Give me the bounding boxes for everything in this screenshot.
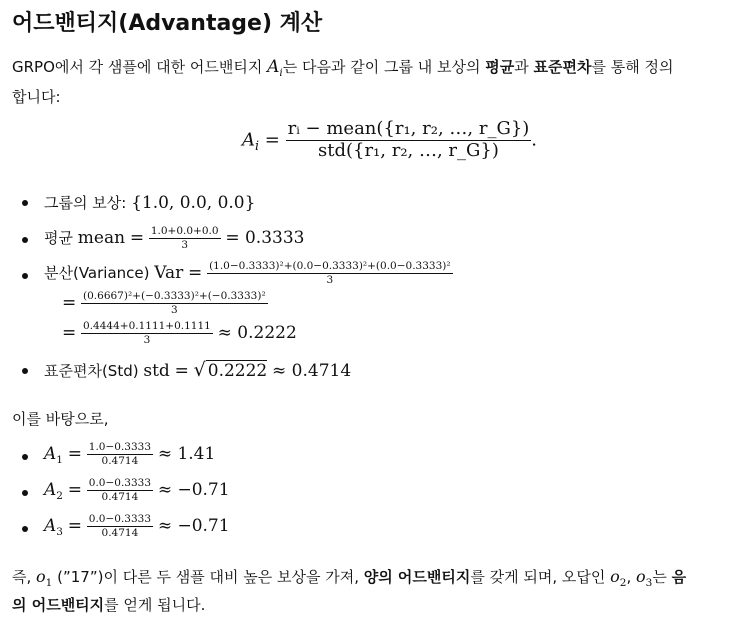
o2-sub: 2: [619, 577, 627, 589]
bullet-dot: [22, 368, 28, 374]
mean-result: = 0.3333: [225, 228, 305, 249]
var-label: 분산(Variance): [44, 264, 150, 283]
conclusion-comma: ,: [626, 568, 637, 586]
var-numerator-1: (1.0−0.3333)²+(0.0−0.3333)²+(0.0−0.3333)²: [207, 261, 453, 274]
o3-sub: 3: [645, 577, 653, 589]
rewards-value: {1.0, 0.0, 0.0}: [131, 193, 256, 213]
advantage-row: $A_1$ = $\frac{1.0-0.3333}{0.4714}$ ≈ 1.41: [44, 441, 216, 468]
formula-lhs-sub: i: [255, 137, 260, 153]
intro-text-3: 과: [514, 58, 534, 76]
bullet-dot: [22, 526, 28, 532]
o2-var: o: [610, 567, 620, 586]
intro-var-sub: i: [279, 67, 283, 79]
adv-result: ≈ 1.41: [157, 444, 216, 465]
formula-eq: =: [264, 129, 280, 151]
var-fraction-3: [81, 321, 213, 346]
formula-numerator: rᵢ − mean({r₁, r₂, …, r_G}): [287, 118, 530, 139]
formula-lhs: A: [242, 129, 255, 151]
adv-sub: 3: [56, 526, 63, 539]
basis-text: 이를 바탕으로,: [12, 410, 109, 428]
std-radicand: 0.2222: [207, 361, 268, 381]
conclusion-bold-negative-a: 음: [671, 568, 687, 586]
sqrt-icon: √: [193, 359, 206, 381]
std-label: 표준편차(Std): [44, 362, 139, 380]
conclusion-text-3: 는: [652, 568, 672, 586]
conclusion-text: 즉,: [12, 568, 37, 586]
advantage-row: $A_3$ = $\frac{0.0-0.3333}{0.4714}$ ≈ −0.71: [44, 513, 230, 540]
formula-end: .: [531, 129, 538, 151]
intro-line-2: 합니다:: [12, 88, 61, 106]
adv-denominator: 0.4714: [101, 527, 139, 540]
var-numerator-3: 0.4444+0.1111+0.1111: [81, 321, 213, 334]
var-denominator-2: 3: [171, 304, 178, 317]
var-word: Var: [154, 263, 184, 284]
bullet-std: 표준편차(Std) std = √ 0.2222 ≈ 0.4714: [44, 359, 352, 381]
o3-var: o: [636, 567, 646, 586]
intro-var: A: [267, 57, 280, 77]
adv-numerator: 0.0−0.3333: [87, 514, 153, 527]
adv-var: A: [44, 516, 57, 537]
formula-denominator: std({r₁, r₂, …, r_G}): [317, 139, 499, 161]
adv-fraction: [87, 442, 153, 467]
adv-denominator: 0.4714: [101, 455, 139, 468]
adv-fraction: [87, 478, 153, 503]
adv-result: ≈ −0.71: [157, 516, 230, 537]
mean-word: mean: [77, 228, 126, 249]
var-fraction-1: [207, 261, 453, 286]
o1-sub: 1: [45, 577, 53, 589]
var-result: ≈ 0.2222: [217, 323, 297, 344]
var-line-2: = $\frac{\text{(0.6667)²+(−0.3333)²+(−0.3333)²}}{3}$: [62, 290, 266, 317]
adv-var: A: [44, 444, 57, 465]
var-line-3: = $\frac{0.4444+0.1111+0.1111}{3}$ ≈ 0.2222: [62, 320, 297, 347]
intro-bold-mean: 평균: [485, 58, 515, 76]
mean-fraction: [149, 226, 221, 251]
adv-numerator: 1.0−0.3333: [87, 442, 153, 455]
conclusion-text-4: 를 얻게 됩니다.: [104, 596, 206, 614]
bullet-dot: [22, 237, 28, 243]
main-formula: [242, 120, 537, 161]
intro-text: GRPO에서 각 샘플에 대한 어드밴티지: [12, 58, 268, 76]
bullet-dot: [22, 454, 28, 460]
adv-denominator: 0.4714: [101, 491, 139, 504]
conclusion-line-2: [12, 594, 205, 615]
adv-result: ≈ −0.71: [157, 480, 230, 501]
std-word: std: [143, 361, 170, 381]
rewards-label: 그룹의 보상:: [44, 194, 127, 212]
var-numerator-2: (0.6667)²+(−0.3333)²+(−0.3333)²: [81, 291, 268, 304]
intro-line-1: [12, 56, 673, 79]
adv-fraction: [87, 514, 153, 539]
conclusion-quote: (”17”)이 다른 두 샘플 대비 높은 보상을 가져,: [52, 568, 364, 586]
var-fraction-2: [81, 291, 268, 316]
bullet-rewards: [44, 192, 255, 213]
adv-numerator: 0.0−0.3333: [87, 478, 153, 491]
intro-text-2: 는 다음과 같이 그룹 내 보상의: [282, 58, 486, 76]
conclusion-bold-positive: 양의 어드밴티지: [363, 568, 471, 586]
intro-bold-std: 표준편차: [533, 58, 592, 76]
page-title: 어드밴티지(Advantage) 계산: [12, 11, 323, 36]
var-denominator-3: 3: [143, 334, 151, 347]
mean-denominator: 3: [181, 239, 189, 252]
bullet-mean: 평균 mean = $\frac{1.0+0.0+0.0}{3}$ = 0.3333: [44, 225, 305, 252]
adv-sub: 1: [56, 454, 63, 467]
mean-label: 평균: [44, 229, 73, 248]
bullet-dot: [22, 200, 28, 206]
bullet-dot: [22, 273, 28, 279]
bullet-variance: 분산(Variance) Var = $\frac{\text{(1.0−0.3333)²+(0.0−0.3333)²+(0.0−0.3333)²}}{3}$: [44, 260, 451, 287]
adv-var: A: [44, 480, 57, 501]
o1-var: o: [36, 567, 46, 586]
conclusion-text-2: 를 갖게 되며, 오답인: [470, 568, 611, 586]
formula-fraction: [286, 120, 532, 161]
advantage-row: $A_2$ = $\frac{0.0-0.3333}{0.4714}$ ≈ −0.71: [44, 477, 230, 504]
var-denominator-1: 3: [326, 274, 334, 287]
conclusion-bold-negative-b: 의 어드밴티지: [12, 596, 105, 614]
std-result: ≈ 0.4714: [272, 361, 352, 381]
conclusion-line-1: [12, 566, 686, 589]
mean-numerator: 1.0+0.0+0.0: [149, 226, 221, 239]
adv-sub: 2: [56, 490, 63, 503]
bullet-dot: [22, 490, 28, 496]
intro-text-4: 를 통해 정의: [591, 58, 674, 76]
